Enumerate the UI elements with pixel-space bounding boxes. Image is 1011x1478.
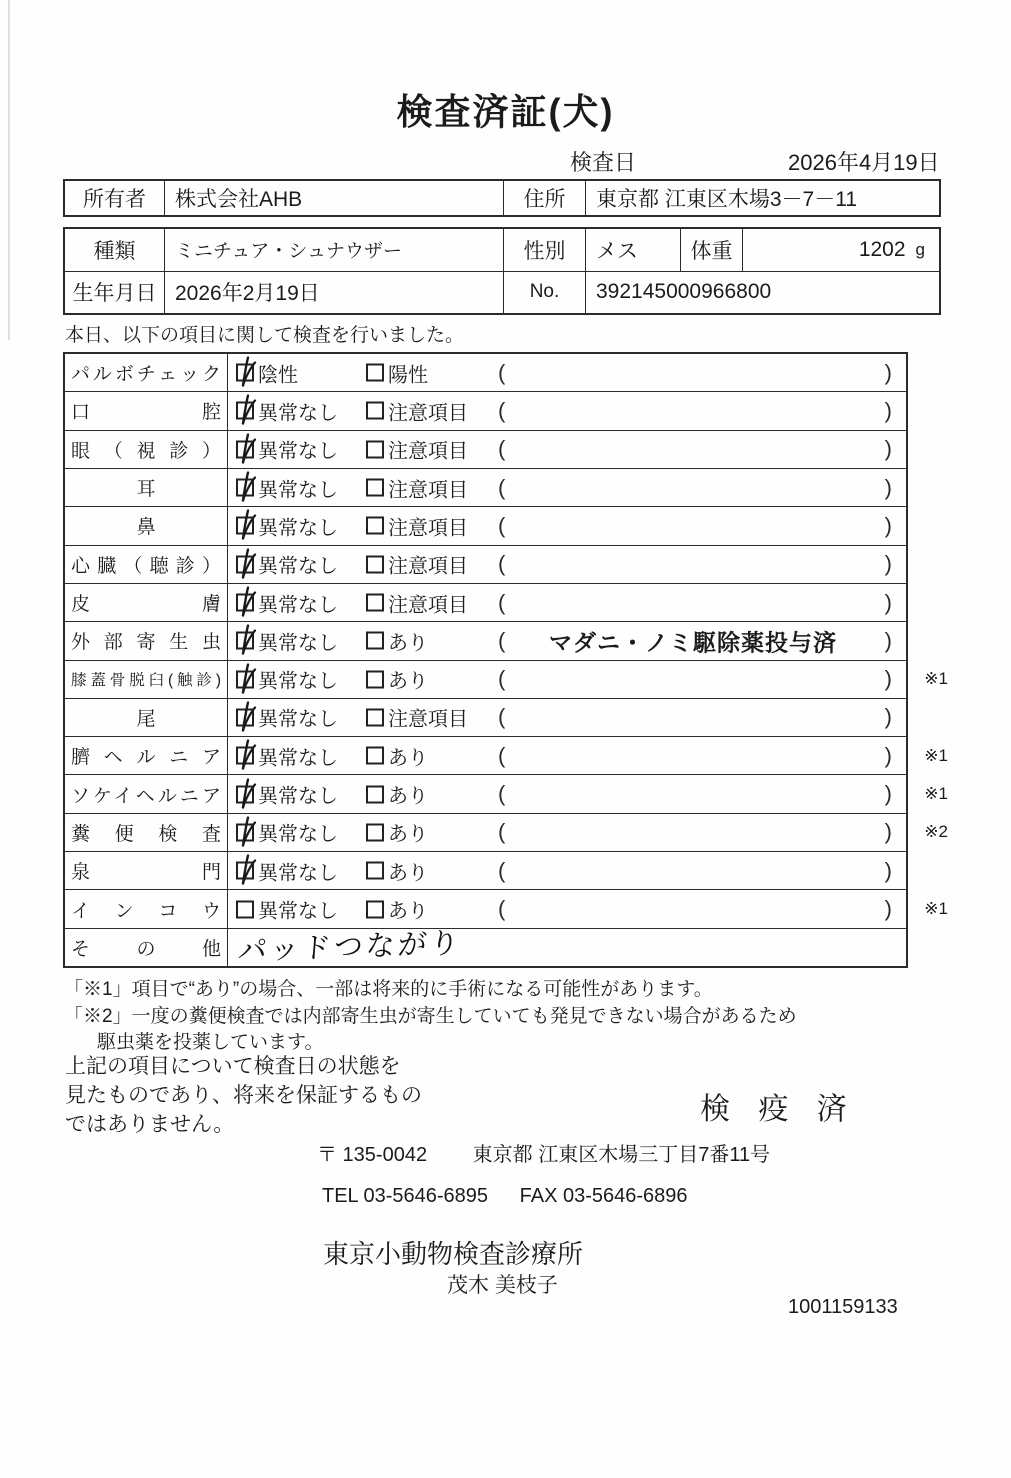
checkbox-icon (366, 517, 384, 535)
address-label: 住所 (504, 181, 586, 215)
exam-table-row (65, 545, 906, 583)
note-close-paren: ) (884, 742, 892, 768)
footnote-1: 「※1」項目で“あり”の場合、一部は将来的に手術になる可能性があります。 (64, 979, 713, 1000)
checkbox-icon (236, 670, 254, 688)
note-close-paren: ) (884, 666, 892, 692)
result-option-1 (236, 473, 338, 502)
exam-item-result-cell (228, 775, 906, 812)
option-2-label: あり (388, 632, 428, 655)
inspection-date-value: 2026年4月19日 (788, 150, 940, 175)
checkbox-icon (366, 785, 384, 803)
postal-code: 〒 135-0042 (317, 1144, 428, 1166)
checkbox-icon (366, 402, 384, 420)
exam-table-row (65, 698, 906, 736)
checkbox-icon (366, 900, 384, 918)
checkbox-icon (366, 823, 384, 841)
checkbox-icon (366, 862, 384, 880)
handwritten-note: パッドつながり (236, 926, 464, 968)
checkbox-icon (236, 785, 254, 803)
exam-table-row (65, 660, 948, 698)
reference-mark: ※1 (924, 784, 948, 804)
checkbox-icon (236, 517, 254, 535)
exam-item-result-cell (228, 890, 906, 927)
checkbox-icon (236, 555, 254, 573)
exam-item-label: 尾 (65, 699, 228, 736)
note-open-paren: ( (498, 397, 506, 423)
exam-table-row (65, 813, 948, 851)
reference-mark: ※1 (924, 745, 948, 765)
weight-unit: g (915, 239, 925, 259)
checkbox-icon (236, 440, 254, 458)
fax-number: FAX 03-5646-6896 (519, 1185, 688, 1207)
option-2-label: 注意項目 (388, 517, 468, 540)
exam-item-label: 鼻 (65, 507, 228, 544)
exam-item-label: 耳 (65, 469, 228, 506)
checkbox-icon (366, 440, 384, 458)
serial-number: 1001159133 (788, 1296, 898, 1318)
checkbox-icon (236, 632, 254, 650)
option-1-label: 異常なし (258, 785, 338, 808)
exam-table-row (65, 889, 948, 927)
result-option-2 (366, 895, 428, 924)
postal-address-line (317, 1138, 770, 1167)
disclaimer-line-2: 見たものであり、将来を保証するもの (65, 1084, 422, 1107)
checkbox-icon (236, 402, 254, 420)
exam-table-row (65, 430, 906, 468)
handwritten-check-icon (234, 663, 258, 697)
option-1-label: 異常なし (258, 632, 338, 655)
exam-item-label: 臍ヘルニア (65, 737, 228, 774)
exam-item-label: 糞便検査 (65, 814, 228, 851)
result-option-1 (236, 396, 338, 425)
note-close-paren: ) (884, 896, 892, 922)
option-1-label: 異常なし (258, 708, 338, 731)
result-option-1 (236, 435, 338, 464)
option-1-label: 異常なし (258, 594, 338, 617)
page-title: 検査済証(犬) (396, 91, 615, 132)
option-2-label: あり (388, 862, 428, 885)
option-1-label: 異常なし (258, 440, 338, 463)
option-2-label: 注意項目 (388, 479, 468, 502)
result-option-2 (366, 856, 428, 885)
note-close-paren: ) (884, 551, 892, 577)
exam-item-result-cell (228, 392, 906, 429)
exam-item-label: パルボチェック (65, 354, 228, 391)
result-option-2 (366, 703, 468, 732)
weight-value (743, 229, 939, 271)
note-close-paren: ) (884, 397, 892, 423)
exam-item-result-cell (228, 469, 906, 506)
note-open-paren: ( (498, 896, 506, 922)
exam-item-result-cell (228, 814, 906, 851)
exam-table-row (65, 774, 948, 812)
option-2-label: 注意項目 (388, 555, 468, 578)
option-1-label: 異常なし (258, 900, 338, 923)
result-option-2 (366, 358, 428, 387)
exam-table-row (65, 468, 906, 506)
exam-item-result-cell (228, 354, 906, 391)
address-value: 東京都 江東区木場3－7－11 (596, 188, 857, 211)
disclaimer-paragraph (65, 1052, 445, 1139)
checkbox-icon (236, 747, 254, 765)
option-1-label: 異常なし (258, 517, 338, 540)
tel-fax-line (322, 1185, 688, 1208)
note-open-paren: ( (498, 627, 506, 653)
exam-item-label: 心臓（聴診） (65, 546, 228, 583)
animal-info-box (63, 227, 941, 315)
exam-item-label: 泉門 (65, 852, 228, 889)
result-option-2 (366, 435, 468, 464)
exam-item-result-cell (228, 852, 906, 889)
exam-table-row (65, 736, 948, 774)
clinic-name: 東京小動物検査診療所 (323, 1239, 584, 1269)
checkbox-icon (236, 364, 254, 382)
option-2-label: 注意項目 (388, 594, 468, 617)
option-1-label: 異常なし (258, 555, 338, 578)
exam-table-row (65, 354, 906, 391)
result-note: マダニ・ノミ駆除薬投与済 (549, 629, 837, 656)
result-option-1 (236, 626, 338, 655)
exam-item-label: インコウ (65, 890, 228, 927)
exam-item-result-cell (228, 926, 906, 968)
checkbox-icon (366, 555, 384, 573)
note-open-paren: ( (498, 551, 506, 577)
note-open-paren: ( (498, 819, 506, 845)
note-close-paren: ) (884, 627, 892, 653)
exam-item-label: 外部寄生虫 (65, 622, 228, 659)
disclaimer-line-3: ではありません。 (65, 1113, 235, 1136)
exam-item-result-cell (228, 622, 906, 659)
checkbox-icon (236, 900, 254, 918)
checkbox-icon (366, 364, 384, 382)
checkbox-icon (366, 670, 384, 688)
result-option-1 (236, 550, 338, 579)
weight-number: 1202 (858, 237, 906, 261)
checkbox-icon (366, 594, 384, 612)
handwritten-check-icon (234, 548, 258, 582)
birth-value: 2026年2月19日 (165, 272, 504, 314)
result-option-2 (366, 818, 428, 847)
no-value: 392145000966800 (596, 280, 772, 304)
result-option-2 (366, 511, 468, 540)
note-open-paren: ( (498, 781, 506, 807)
note-close-paren: ) (884, 857, 892, 883)
result-option-1 (236, 665, 338, 694)
result-option-2 (366, 741, 428, 770)
note-open-paren: ( (498, 704, 506, 730)
option-2-label: あり (388, 823, 428, 846)
exam-table-row (65, 851, 906, 889)
option-2-label: あり (388, 785, 428, 808)
owner-value: 株式会社AHB (165, 181, 504, 215)
exam-item-result-cell (228, 661, 906, 698)
exam-table-row (65, 928, 906, 966)
exam-item-result-cell (228, 699, 906, 736)
handwritten-check-icon (234, 433, 258, 467)
checkbox-icon (366, 632, 384, 650)
intro-sentence: 本日、以下の項目に関して検査を行いました。 (65, 325, 465, 346)
note-open-paren: ( (498, 359, 506, 385)
exam-item-label: その他 (65, 929, 228, 966)
handwritten-check-icon (234, 395, 258, 429)
option-2-label: あり (388, 747, 428, 770)
result-option-2 (366, 665, 428, 694)
tel-number: TEL 03-5646-6895 (322, 1185, 489, 1207)
option-1-label: 異常なし (258, 479, 338, 502)
exam-item-label: 皮膚 (65, 584, 228, 621)
option-1-label: 異常なし (258, 747, 338, 770)
option-1-label: 陰性 (258, 364, 298, 387)
note-close-paren: ) (884, 781, 892, 807)
sex-value: メス (586, 229, 681, 271)
note-open-paren: ( (498, 474, 506, 500)
exam-item-label: 眼（視診） (65, 431, 228, 468)
note-open-paren: ( (498, 666, 506, 692)
handwritten-check-icon (234, 740, 258, 774)
note-close-paren: ) (884, 512, 892, 538)
result-option-1 (236, 703, 338, 732)
handwritten-check-icon (234, 587, 258, 621)
veterinarian-name: 茂木 美枝子 (447, 1274, 558, 1297)
note-close-paren: ) (884, 704, 892, 730)
handwritten-check-icon (234, 855, 258, 889)
result-option-1 (236, 511, 338, 540)
option-2-label: 注意項目 (388, 708, 468, 731)
checkbox-icon (236, 823, 254, 841)
reference-mark: ※1 (924, 669, 948, 689)
handwritten-check-icon (234, 357, 258, 391)
checkbox-icon (366, 747, 384, 765)
breed-value: ミニチュア・シュナウザー (165, 229, 504, 271)
note-close-paren: ) (884, 474, 892, 500)
exam-item-result-cell (228, 546, 906, 583)
option-1-label: 異常なし (258, 670, 338, 693)
no-label: No. (504, 272, 586, 314)
disclaimer-line-1: 上記の項目について検査日の状態を (65, 1055, 401, 1078)
breed-row (65, 229, 939, 271)
exam-item-result-cell (228, 584, 906, 621)
footnote-2-continued: 駆虫薬を投薬しています。 (97, 1032, 324, 1053)
owner-label: 所有者 (65, 181, 165, 215)
checkbox-icon (236, 479, 254, 497)
note-close-paren: ) (884, 359, 892, 385)
exam-item-label: 膝蓋骨脱臼(触診) (65, 661, 228, 698)
exam-table-row (65, 506, 906, 544)
option-1-label: 異常なし (258, 862, 338, 885)
option-1-label: 異常なし (258, 402, 338, 425)
reference-mark: ※2 (924, 822, 948, 842)
exam-item-label: ソケイヘルニア (65, 775, 228, 812)
option-2-label: 注意項目 (388, 402, 468, 425)
reference-mark: ※1 (924, 899, 948, 919)
result-option-2 (366, 396, 468, 425)
note-close-paren: ) (884, 819, 892, 845)
note-open-paren: ( (498, 742, 506, 768)
result-option-2 (366, 550, 468, 579)
weight-label: 体重 (681, 229, 743, 271)
birth-row (65, 271, 939, 314)
note-close-paren: ) (884, 436, 892, 462)
note-close-paren: ) (884, 589, 892, 615)
inspection-date-label: 検査日 (570, 150, 637, 175)
handwritten-check-icon (234, 816, 258, 850)
result-option-1 (236, 741, 338, 770)
result-option-1 (236, 895, 338, 924)
result-option-2 (366, 626, 428, 655)
handwritten-check-icon (234, 625, 258, 659)
option-2-label: 注意項目 (388, 440, 468, 463)
exam-table-row (65, 391, 906, 429)
exam-item-result-cell (228, 737, 906, 774)
exam-item-label: 口腔 (65, 392, 228, 429)
result-option-2 (366, 588, 468, 617)
exam-table-row (65, 621, 906, 659)
note-open-paren: ( (498, 589, 506, 615)
checkbox-icon (236, 862, 254, 880)
result-option-1 (236, 818, 338, 847)
exam-item-result-cell (228, 431, 906, 468)
birth-label: 生年月日 (65, 272, 165, 314)
result-option-1 (236, 358, 298, 387)
scan-edge-artifact (8, 0, 10, 340)
handwritten-check-icon (234, 472, 258, 506)
note-open-paren: ( (498, 857, 506, 883)
breed-label: 種類 (65, 229, 165, 271)
exam-table (63, 352, 948, 968)
result-option-1 (236, 588, 338, 617)
option-1-label: 異常なし (258, 823, 338, 846)
result-option-1 (236, 780, 338, 809)
exam-item-result-cell (228, 507, 906, 544)
option-2-label: あり (388, 670, 428, 693)
checkbox-icon (236, 708, 254, 726)
note-open-paren: ( (498, 512, 506, 538)
clinic-address: 東京都 江東区木場三丁目7番11号 (472, 1144, 771, 1166)
checkbox-icon (236, 594, 254, 612)
checkbox-icon (366, 708, 384, 726)
result-option-2 (366, 473, 468, 502)
handwritten-check-icon (234, 701, 258, 735)
owner-address-box (63, 179, 941, 217)
result-option-1 (236, 856, 338, 885)
sex-label: 性別 (504, 229, 586, 271)
option-2-label: 陽性 (388, 364, 428, 387)
quarantine-stamp-text: 検 疫 済 (700, 1093, 857, 1126)
handwritten-check-icon (234, 510, 258, 544)
note-open-paren: ( (498, 436, 506, 462)
result-option-2 (366, 780, 428, 809)
footnote-2: 「※2」一度の糞便検査では内部寄生虫が寄生していても発見できない場合があるため (64, 1006, 797, 1027)
handwritten-check-icon (234, 778, 258, 812)
exam-table-row (65, 583, 906, 621)
option-2-label: あり (388, 900, 428, 923)
checkbox-icon (366, 479, 384, 497)
